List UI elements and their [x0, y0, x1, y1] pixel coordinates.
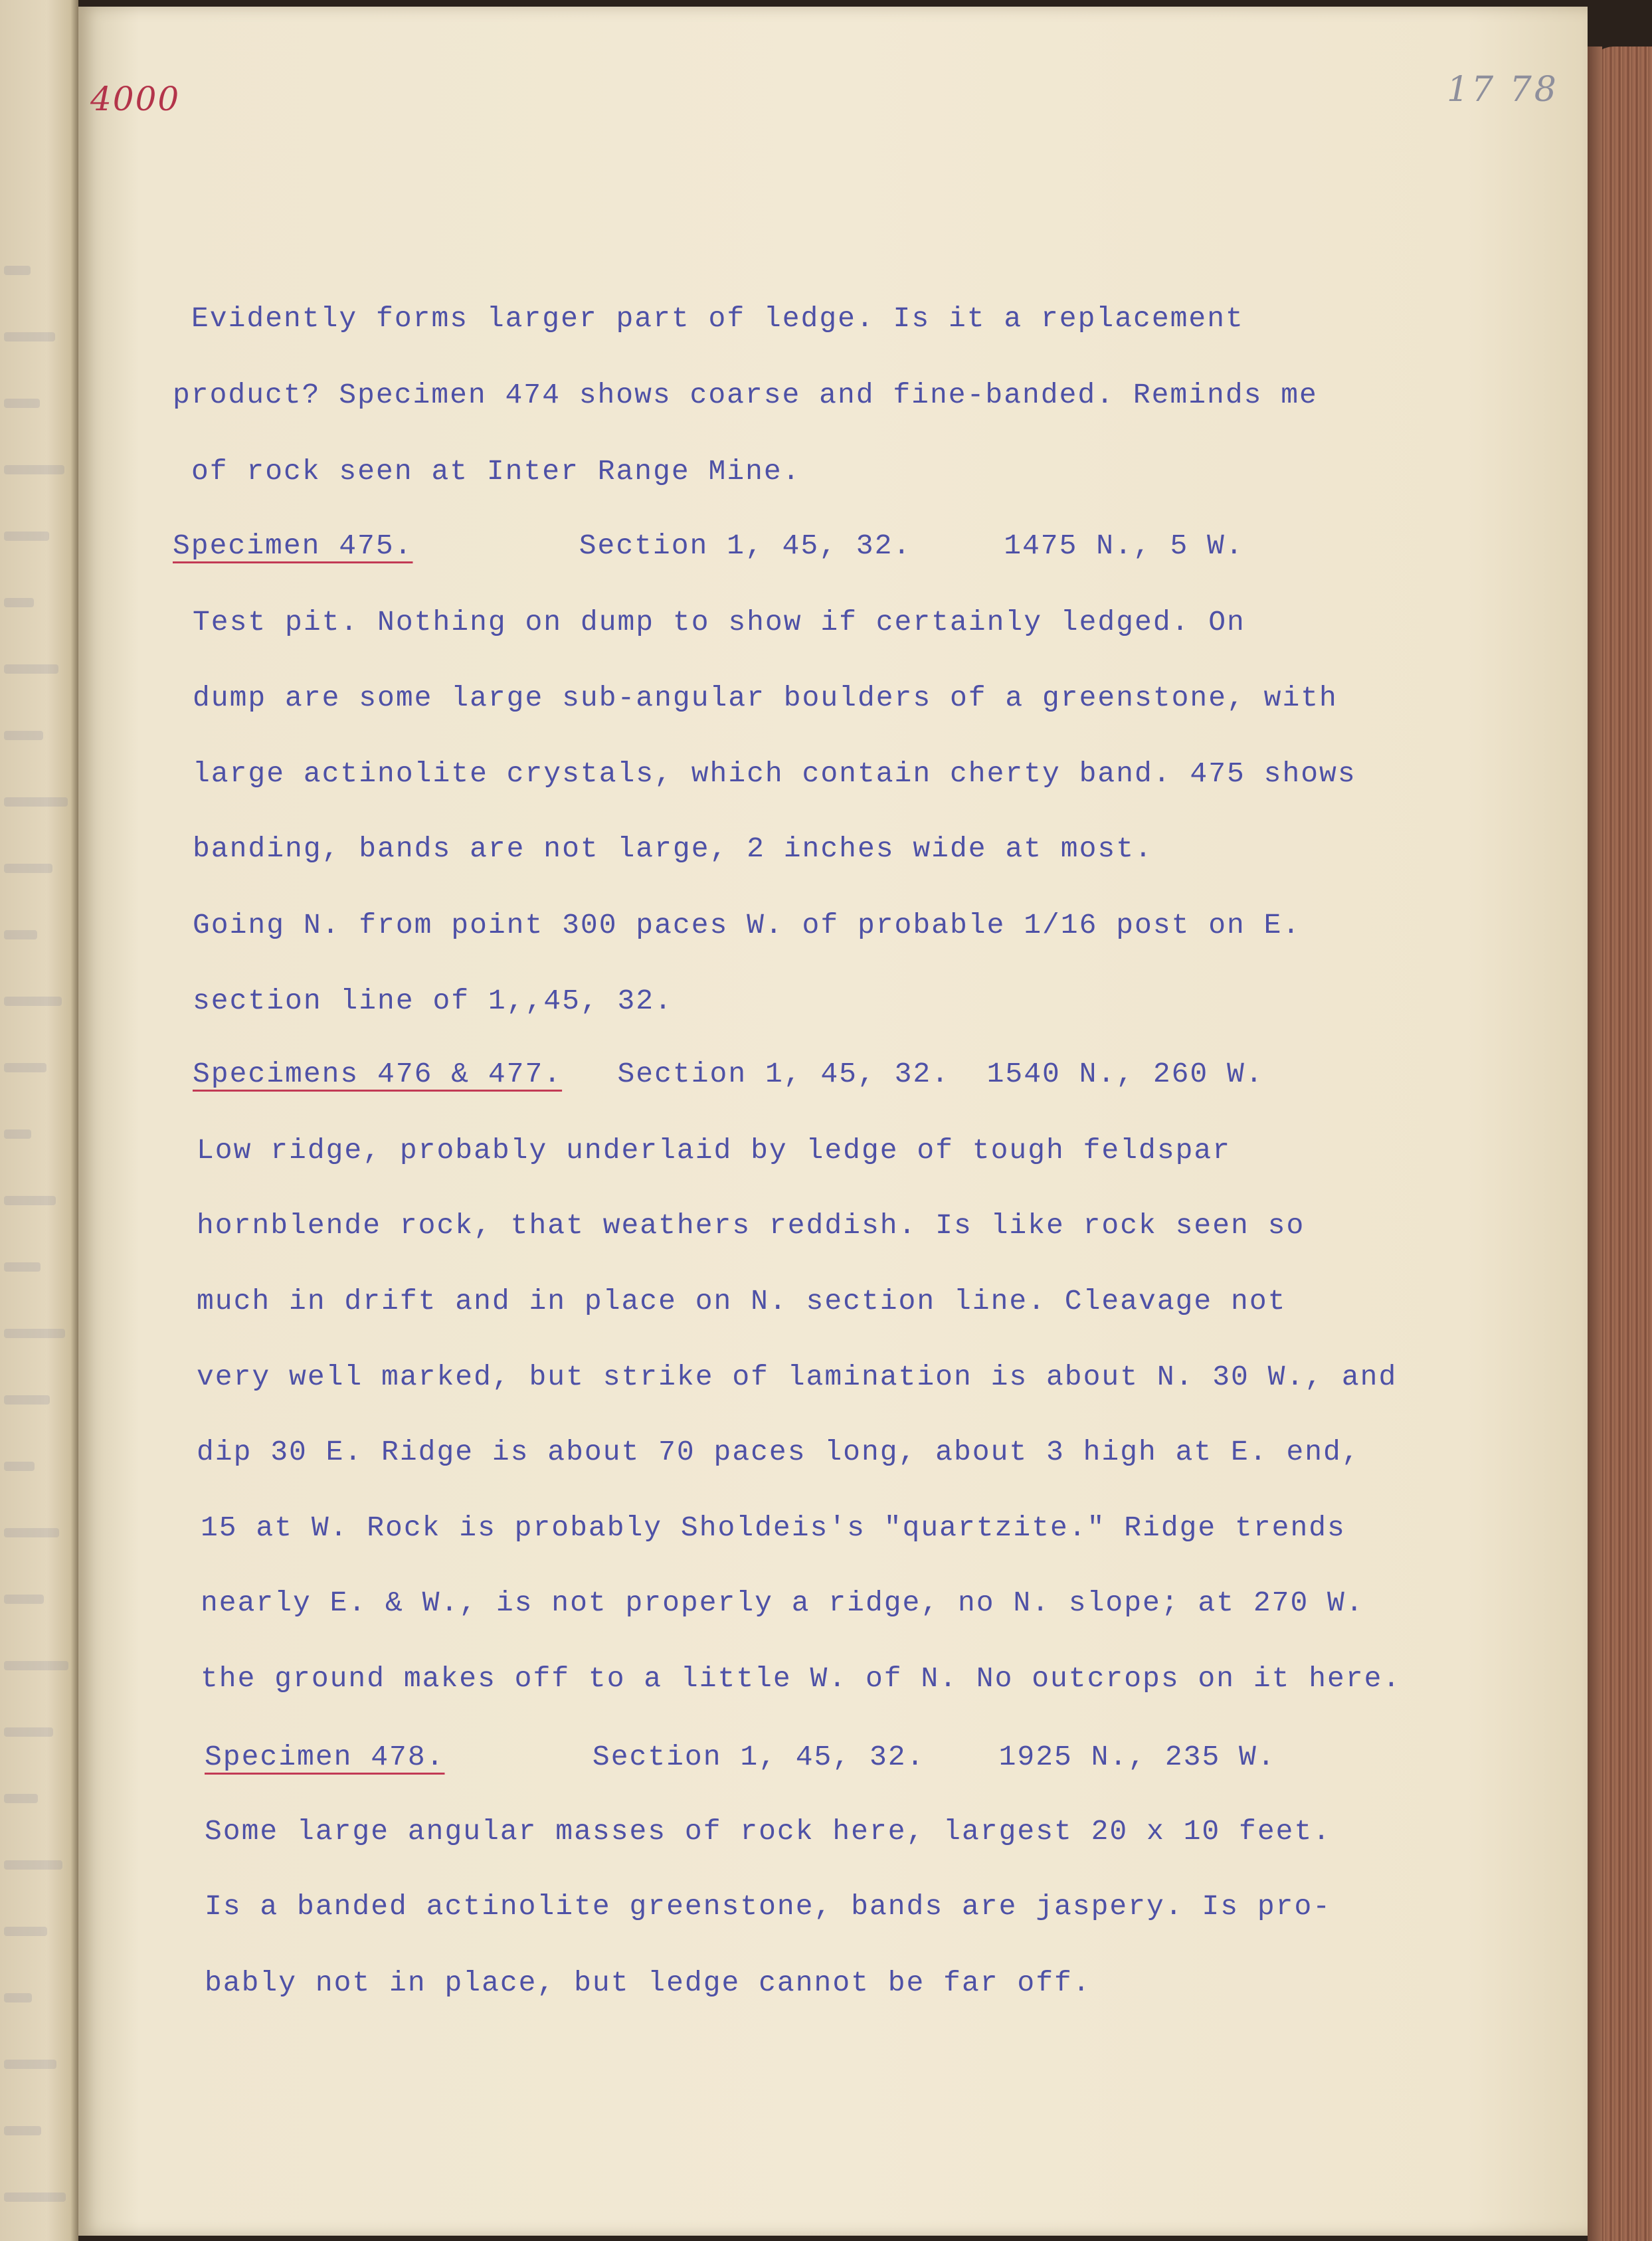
- line-text: Going N. from point 300 paces W. of probable 1/16 post on E.: [193, 909, 1301, 941]
- bleed-through-mark: [4, 1528, 59, 1537]
- bleed-through-mark: [4, 930, 37, 939]
- bleed-through-mark: [4, 1462, 35, 1471]
- bleed-through-mark: [4, 1860, 62, 1870]
- line-text: Test pit. Nothing on dump to show if certainly ledged. On: [193, 606, 1245, 638]
- bleed-through-mark: [4, 266, 31, 275]
- bleed-through-mark: [4, 731, 43, 740]
- text-line: [173, 379, 1318, 411]
- line-text: Low ridge, probably underlaid by ledge of tough feldspar: [197, 1134, 1232, 1167]
- bleed-through-mark: [4, 1927, 47, 1936]
- text-line: [193, 985, 673, 1017]
- line-text: Section 1, 45, 32. 1925 N., 235 W.: [444, 1741, 1276, 1773]
- text-line: [197, 1361, 1397, 1393]
- line-text: Section 1, 45, 32. 1475 N., 5 W.: [413, 530, 1244, 562]
- line-text: much in drift and in place on N. section line. Cleavage not: [197, 1285, 1287, 1317]
- text-line: [205, 1815, 1331, 1848]
- text-line: [201, 1511, 1346, 1544]
- bleed-through-mark: [4, 2126, 41, 2135]
- text-line: [197, 1209, 1305, 1242]
- page-number: 17 78: [1447, 70, 1559, 110]
- text-line: [197, 1134, 1231, 1167]
- bleed-through-mark: [4, 797, 68, 807]
- line-text: dip 30 E. Ridge is about 70 paces long, about 3 high at E. end,: [197, 1436, 1360, 1468]
- bleed-through-mark: [4, 332, 55, 341]
- book-page-edges: [1588, 47, 1652, 2241]
- notebook-page: [78, 7, 1588, 2236]
- line-text: Is a banded actinolite greenstone, bands are jaspery. Is pro-: [205, 1890, 1332, 1923]
- bleed-through-mark: [4, 598, 34, 607]
- bleed-through-mark: [4, 1595, 44, 1604]
- bleed-through-mark: [4, 1395, 50, 1405]
- bleed-through-mark: [4, 864, 52, 873]
- line-text: hornblende rock, that weathers reddish. Is like rock seen so: [197, 1209, 1305, 1242]
- line-text: Evidently forms larger part of ledge. Is it a replacement: [191, 302, 1244, 335]
- line-text: very well marked, but strike of lamination is about N. 30 W., and: [197, 1361, 1398, 1393]
- text-line: [193, 909, 1301, 941]
- specimen-heading-line: [193, 1058, 1264, 1090]
- line-text: product? Specimen 474 shows coarse and fine-banded. Reminds me: [173, 379, 1318, 411]
- bleed-through-mark: [4, 664, 58, 674]
- bleed-through-mark: [4, 399, 40, 408]
- text-line: [191, 455, 801, 488]
- bleed-through-mark: [4, 1993, 32, 2002]
- text-line: [205, 1967, 1091, 1999]
- bleed-through-mark: [4, 532, 49, 541]
- text-line: [193, 606, 1245, 638]
- line-text: Section 1, 45, 32. 1540 N., 260 W.: [562, 1058, 1264, 1090]
- line-text: Some large angular masses of rock here, largest 20 x 10 feet.: [205, 1815, 1332, 1848]
- bleed-through-mark: [4, 465, 64, 474]
- line-text: banding, bands are not large, 2 inches wide at most.: [193, 832, 1153, 865]
- line-text: the ground makes off to a little W. of N. No outcrops on it here.: [201, 1662, 1402, 1695]
- line-text: section line of 1,,45, 32.: [193, 985, 673, 1017]
- text-line: [197, 1436, 1360, 1468]
- bleed-through-mark: [4, 2060, 56, 2069]
- bleed-through-mark: [4, 1794, 38, 1803]
- text-line: [205, 1890, 1331, 1923]
- bleed-through-mark: [4, 2192, 66, 2202]
- specimen-label: Specimen 475.: [173, 530, 413, 562]
- bleed-through-mark: [4, 1129, 31, 1139]
- specimen-heading-line: [173, 530, 1244, 562]
- text-line: [201, 1662, 1401, 1695]
- bleed-through-mark: [4, 1329, 65, 1338]
- bleed-through-mark: [4, 1196, 56, 1205]
- specimen-heading-line: [205, 1741, 1276, 1773]
- bleed-through-mark: [4, 1262, 41, 1272]
- specimen-label: Specimen 478.: [205, 1741, 445, 1773]
- text-line: [193, 757, 1356, 790]
- line-text: of rock seen at Inter Range Mine.: [191, 455, 801, 488]
- margin-number: 4000: [90, 80, 181, 118]
- bleed-through-mark: [4, 1063, 46, 1072]
- bleed-through-mark: [4, 1661, 68, 1670]
- text-line: [201, 1587, 1364, 1619]
- text-line: [191, 302, 1244, 335]
- facing-page-edge: [0, 0, 78, 2241]
- line-text: bably not in place, but ledge cannot be far off.: [205, 1967, 1091, 1999]
- line-text: nearly E. & W., is not properly a ridge, no N. slope; at 270 W.: [201, 1587, 1364, 1619]
- bleed-through-mark: [4, 1727, 53, 1737]
- text-line: [197, 1285, 1286, 1317]
- text-line: [193, 682, 1338, 714]
- specimen-label: Specimens 476 & 477.: [193, 1058, 563, 1090]
- text-line: [193, 832, 1153, 865]
- line-text: large actinolite crystals, which contain cherty band. 475 shows: [193, 757, 1356, 790]
- line-text: 15 at W. Rock is probably Sholdeis's "quartzite." Ridge trends: [201, 1511, 1346, 1544]
- line-text: dump are some large sub-angular boulders of a greenstone, with: [193, 682, 1338, 714]
- bleed-through-mark: [4, 997, 62, 1006]
